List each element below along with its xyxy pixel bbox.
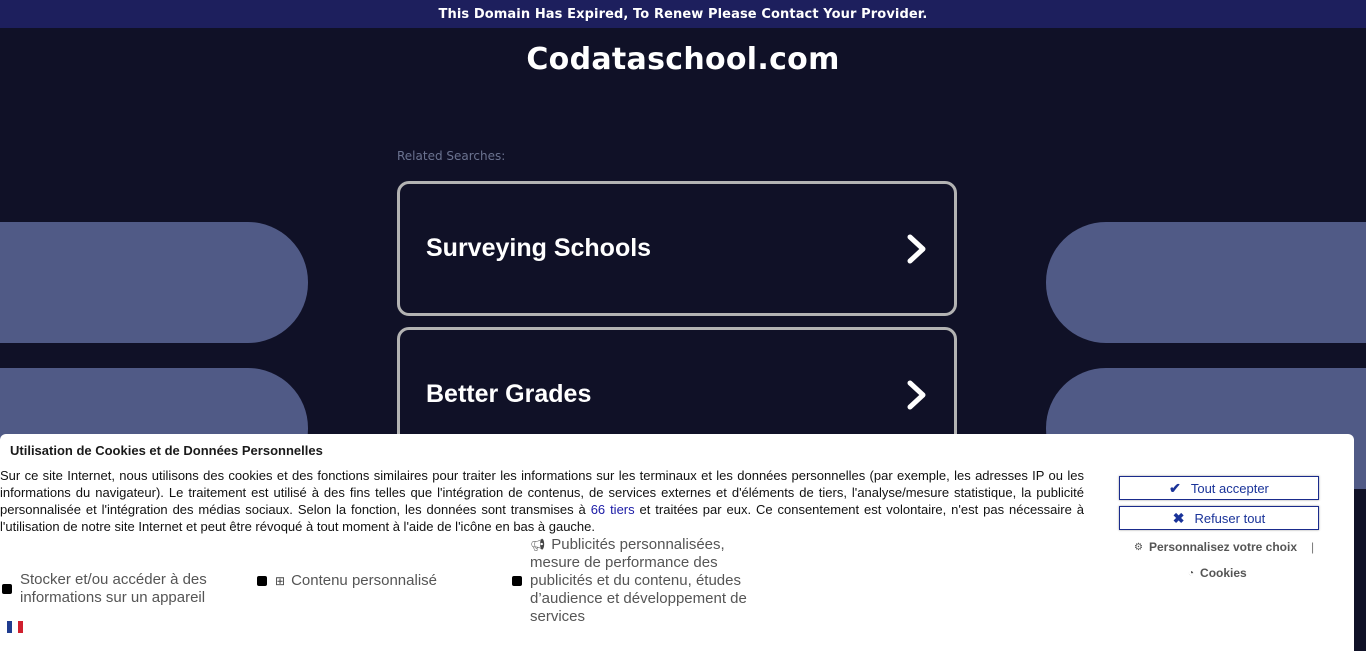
- fr-flag-icon[interactable]: [7, 621, 23, 633]
- separator: |: [1311, 540, 1315, 554]
- decorative-pill-left-1: [0, 222, 308, 343]
- customize-choice-link[interactable]: Personnalisez votre choix: [1148, 540, 1298, 554]
- related-search-link-surveying-schools[interactable]: [397, 181, 957, 316]
- decorative-pill-right-1: [1046, 222, 1366, 343]
- purpose-storage[interactable]: [2, 571, 222, 607]
- megaphone-icon: 📢︎: [530, 538, 546, 552]
- consent-text-part2: et traitées par eux. Ce consentement est volontaire, n'est pas nécessaire à l'utilisation de notre site Internet et peut être révoqué à tout moment à l'aide de l'icône en bas à gauche.: [0, 502, 1084, 534]
- accept-all-button[interactable]: [1119, 476, 1319, 500]
- cookies-link[interactable]: [1188, 566, 1247, 580]
- purpose-label: Contenu personnalisé: [291, 572, 437, 589]
- accept-all-label: Tout accepter: [1190, 480, 1269, 496]
- consent-text-part1: Sur ce site Internet, nous utilisons des cookies et des fonctions similaires pour traiter les informations sur les terminaux et les données personnelles (par exemple, les adresses IP ou les informations du navigateur). Le traitement est utilisé à des fins telles que l'intégration de contenus, de services externes et d'éléments de tiers, l'analyse/mesure statistique, la publicité personnalisée et l'intégration des médias sociaux. Selon la fonction, les données sont transmises à: [0, 468, 1084, 517]
- purpose-checkbox[interactable]: [2, 584, 12, 594]
- grid-icon: ⊞: [275, 574, 286, 588]
- chevron-right-icon: [906, 234, 928, 264]
- related-search-label: Surveying Schools: [426, 234, 652, 262]
- purpose-label: Publicités personnalisées, mesure de performance des publicités et du contenu, études d’audience et développement de services: [530, 536, 747, 625]
- domain-title: Codataschool.com: [526, 42, 840, 77]
- purpose-personalized-content[interactable]: [257, 572, 497, 590]
- cookie-icon: ◔: [1188, 567, 1195, 579]
- expired-domain-banner: This Domain Has Expired, To Renew Please Contact Your Provider.: [0, 0, 1366, 28]
- chevron-right-icon: [906, 380, 928, 410]
- close-icon: ✖: [1172, 509, 1185, 526]
- consent-description: [0, 467, 1084, 535]
- purpose-label-wrapper: [530, 536, 752, 626]
- purpose-checkbox[interactable]: [512, 576, 522, 586]
- related-search-label: Better Grades: [426, 380, 592, 408]
- purpose-label: Stocker et/ou accéder à des informations sur un appareil: [20, 571, 207, 606]
- refuse-all-label: Refuser tout: [1194, 510, 1266, 526]
- related-searches-label: Related Searches:: [397, 149, 506, 163]
- gear-icon: ⚙: [1134, 541, 1143, 553]
- check-icon: ✔: [1169, 479, 1181, 496]
- purpose-checkbox[interactable]: [257, 576, 267, 586]
- cookie-consent-dialog: [0, 434, 1354, 651]
- consent-title: Utilisation de Cookies et de Données Personnelles: [10, 443, 323, 458]
- refuse-all-button[interactable]: [1119, 506, 1319, 530]
- cookies-label: Cookies: [1200, 566, 1247, 580]
- purpose-personalized-ads[interactable]: [512, 536, 752, 626]
- customize-row: [1134, 540, 1314, 554]
- third-parties-link[interactable]: 66 tiers: [590, 502, 635, 517]
